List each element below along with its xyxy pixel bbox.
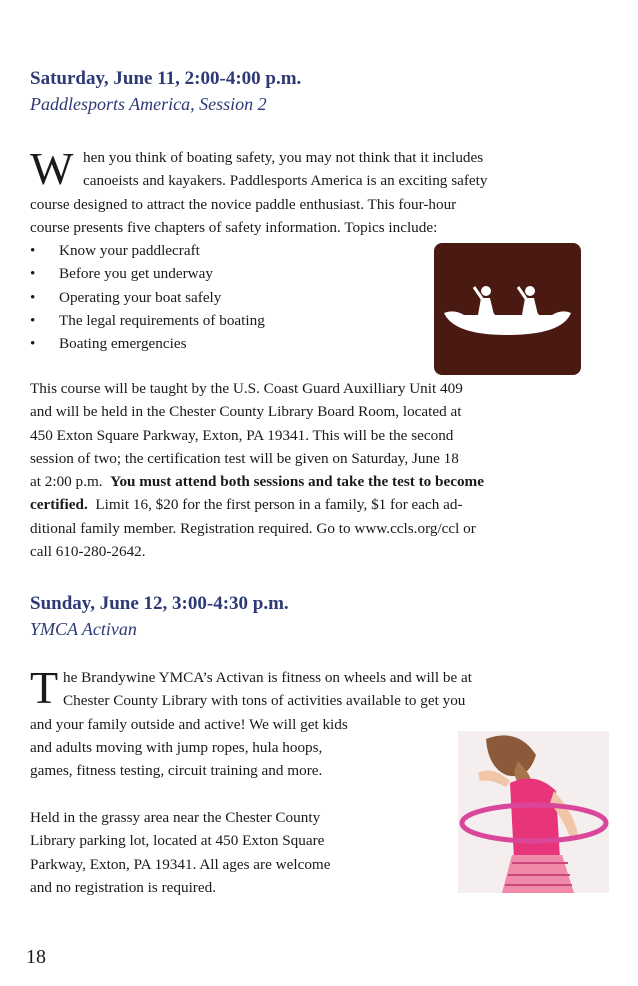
- event2-dropcap: T: [30, 662, 59, 713]
- event2-location: [30, 806, 445, 899]
- event1-intro-line-2: canoeists and kayakers. Paddlesports America is an exciting safety: [83, 172, 488, 190]
- event2-location-line-3: Parkway, Exton, PA 19341. All ages are welcome: [30, 855, 331, 873]
- hula-hoop-illustration: [458, 731, 609, 893]
- event1-title: Saturday, June 11, 2:00-4:00 p.m.: [30, 68, 302, 89]
- attendance-requirement: You must attend both sessions and take the test to become: [110, 473, 484, 491]
- event1-dropcap: W: [30, 143, 74, 194]
- event2-intro-full: [30, 713, 445, 783]
- list-item: • Boating emergencies: [30, 335, 187, 353]
- event1-details-line-1: This course will be taught by the U.S. Coast Guard Auxilliary Unit 409: [30, 380, 463, 397]
- event2-title: Sunday, June 12, 3:00-4:30 p.m.: [30, 593, 289, 614]
- event2-location-line-4: and no registration is required.: [30, 878, 216, 896]
- event1-details: [30, 377, 610, 563]
- event2-intro-line-4: and adults moving with jump ropes, hula hoops,: [30, 738, 323, 756]
- event1-details-line-5: at 2:00 p.m. You must attend both sessions and take the test to become: [30, 473, 484, 491]
- event2-intro-line-1: he Brandywine YMCA’s Activan is fitness on wheels and will be at: [63, 669, 473, 686]
- topics-list: [30, 239, 265, 355]
- event1-details-line-8: call 610-280-2642.: [30, 543, 146, 561]
- list-item: • Before you get underway: [30, 265, 213, 283]
- event1-details-line-7: ditional family member. Registration required. Go to www.ccls.org/ccl or: [30, 519, 476, 537]
- event2-subtitle: YMCA Activan: [30, 619, 137, 639]
- event2-location-line-2: Library parking lot, located at 450 Exton Square: [30, 832, 325, 850]
- event2-location-line-1: Held in the grassy area near the Chester County: [30, 809, 321, 826]
- canoe-paddlers-icon: [434, 243, 581, 375]
- event2-intro-line-2: Chester County Library with tons of activities available to get you: [63, 692, 466, 710]
- event2-intro-indented: [63, 666, 609, 713]
- canoe-icon-graphic: [434, 243, 581, 375]
- event1-intro-line-3: course designed to attract the novice paddle enthusiast. This four-hour: [30, 195, 457, 213]
- event2-intro-line-5: games, fitness testing, circuit training and more.: [30, 762, 323, 780]
- event1-details-line-6: certified. Limit 16, $20 for the first person in a family, $1 for each ad-: [30, 496, 463, 514]
- event1-intro-indented: [83, 146, 609, 193]
- event1-intro-line-4: course presents five chapters of safety information. Topics include:: [30, 218, 438, 236]
- event2-intro-line-3: and your family outside and active! We will get kids: [30, 715, 348, 733]
- event1-intro-full: [30, 193, 610, 240]
- event1-intro-line-1: hen you think of boating safety, you may not think that it includes: [83, 149, 484, 166]
- girl-with-hula-hoop-photo: [458, 731, 609, 893]
- event1-details-line-4: session of two; the certification test will be given on Saturday, June 18: [30, 449, 459, 467]
- list-item: • Know your paddlecraft: [30, 242, 200, 259]
- event1-subtitle: Paddlesports America, Session 2: [30, 94, 267, 114]
- event1-details-line-3: 450 Exton Square Parkway, Exton, PA 19341. This will be the second: [30, 426, 454, 444]
- page-number: 18: [26, 946, 46, 968]
- event1-details-line-2: and will be held in the Chester County Library Board Room, located at: [30, 403, 462, 421]
- list-item: • The legal requirements of boating: [30, 311, 265, 329]
- list-item: • Operating your boat safely: [30, 288, 222, 306]
